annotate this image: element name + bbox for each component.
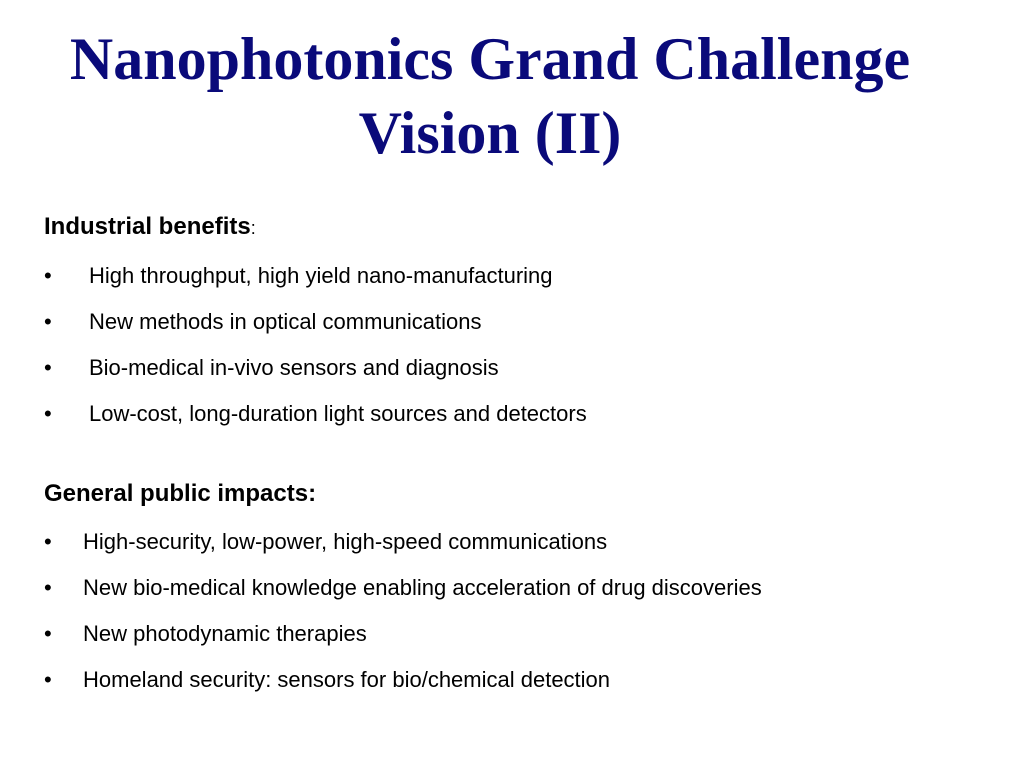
public-impacts-list (44, 529, 762, 713)
bullet-icon: • (44, 667, 52, 692)
list-item (44, 401, 587, 447)
list-item (44, 309, 482, 355)
list-item-text: Bio-medical in-vivo sensors and diagnosis (89, 355, 499, 380)
list-item-text: New photodynamic therapies (83, 621, 367, 646)
slide-title-line-1: Nanophotonics Grand Challenge (69, 26, 911, 92)
industrial-benefits-heading-text: Industrial benefits (44, 213, 251, 240)
list-item (44, 621, 367, 667)
list-item (44, 667, 611, 713)
bullet-icon: • (44, 529, 52, 554)
list-item (44, 355, 499, 401)
public-impacts-heading: General public impacts: (44, 480, 317, 507)
list-item-text: New methods in optical communications (89, 309, 482, 334)
bullet-icon: • (44, 355, 52, 380)
industrial-benefits-section (44, 212, 587, 447)
list-item-text: New bio-medical knowledge enabling acceleration of drug discoveries (83, 575, 762, 600)
list-item-text: High-security, low-power, high-speed communications (83, 529, 608, 554)
bullet-icon: • (44, 621, 52, 646)
public-impacts-section (44, 479, 762, 713)
bullet-icon: • (44, 401, 52, 426)
bullet-icon: • (44, 309, 52, 334)
industrial-benefits-list (44, 263, 587, 447)
slide-title-line-2: Vision (II) (358, 100, 622, 166)
bullet-icon: • (44, 575, 52, 600)
list-item-text: Homeland security: sensors for bio/chemical detection (83, 667, 611, 692)
bullet-icon: • (44, 263, 52, 288)
list-item (44, 529, 608, 575)
list-item (44, 575, 762, 621)
list-item-text: High throughput, high yield nano-manufacturing (89, 263, 553, 288)
slide-title (0, 22, 980, 170)
list-item-text: Low-cost, long-duration light sources and detectors (89, 401, 587, 426)
industrial-benefits-heading-colon: : (250, 218, 256, 238)
industrial-benefits-heading (44, 212, 256, 243)
list-item (44, 263, 553, 309)
